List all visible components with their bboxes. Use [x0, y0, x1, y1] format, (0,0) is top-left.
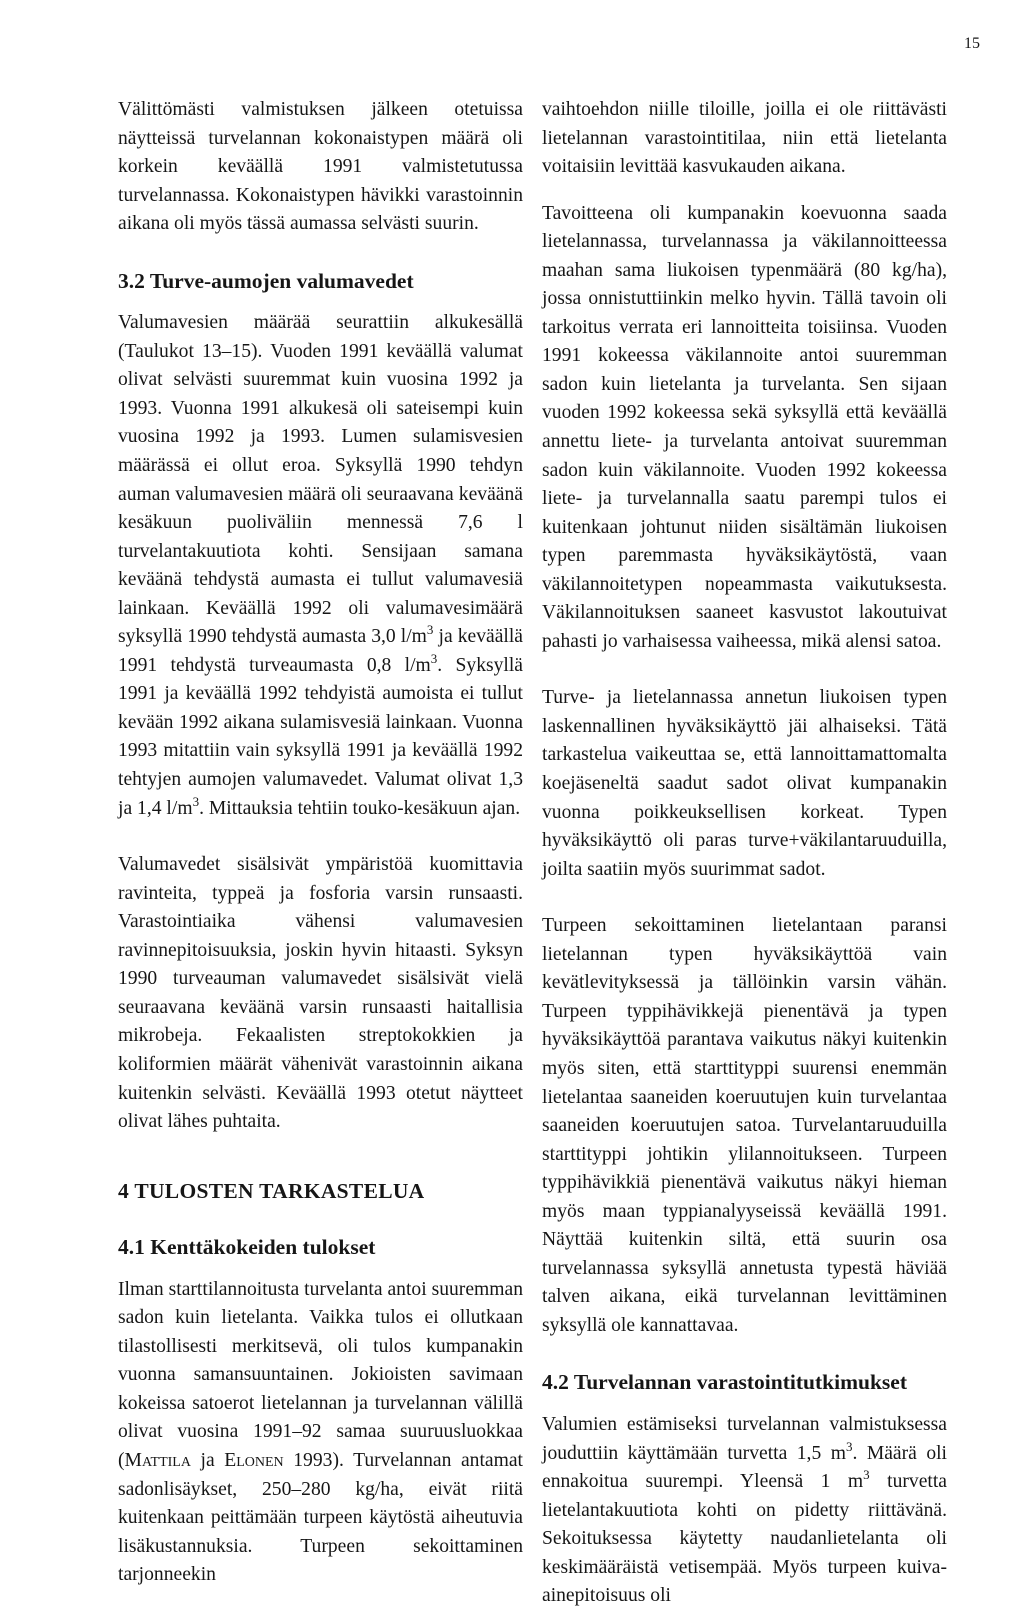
citation-author: Elonen — [224, 1449, 284, 1471]
runoff-text-c: . Syksyllä 1991 ja keväällä 1992 tehdyistä aumoista ei tullut kevään 1992 aikana sulamisvesiä lainkaan. Vuonna 1993 mitattiin vain syksyllä 1991 ja keväällä 1992 tehtyjen aumojen valumavedet. Valumat olivat 1,3 ja 1,4 l/m — [118, 654, 524, 819]
right-column — [542, 96, 947, 1611]
field-results-text-a: Ilman starttilannoitusta turvelanta antoi suuremman sadon kuin lietelanta. Vaikka tulos ei ollutkaan tilastollisesti merkitsevä, oli tulos kumpanakin vuonna samansuuntainen. Jokioisten savimaan kokeissa satoerot lietelannan ja turvelannan välillä olivat vuosina 1991–92 samaa suuruusluokkaa ( — [118, 1278, 523, 1471]
paragraph-peat-mixing: Turpeen sekoittaminen lietelantaan paransi lietelannan typen hyväksikäyttöä vain kevätlevityksessä ja tällöinkin varsin vähän. Turpeen typpihävikkejä pienentävä ja typen hyväksikäyttöä parantava vaikutus näkyi kuitenkin myös siten, että starttityppi suurensi enemmän lietelantaa saaneiden koeruutujen kuin turvelantaa saaneiden koeruutujen satoa. Turvelantaruuduilla starttityppi johtikin ylilannoitukseen. Turpeen typpihävikkiä pienentävä vaikutus näkyi hieman myös maan typpianalyyseissä keväällä 1991. Näyttää kuitenkin siltä, että suurin osa turvelannassa syksyllä annetusta typestä häviää talven aikana, eikä turvelannan levittäminen syksyllä ole kannattavaa. — [542, 915, 947, 1336]
heading-4-1: 4.1 Kenttäkokeiden tulokset — [118, 1235, 376, 1260]
superscript: 3 — [845, 1438, 853, 1454]
left-column — [118, 96, 523, 1590]
paragraph-fertilizer-comparison: Tavoitteena oli kumpanakin koevuonna saada lietelannassa, turvelannassa ja väkilannoitteessa maahan sama liukoisen typenmäärä (80 kg/ha), jossa onnistuttiinkin melko hyvin. Tällä tavoin oli tarkoitus verrata eri lannoitteita toisiinsa. Vuoden 1991 kokeessa väkilannoite antoi suuremman sadon kuin lietelanta ja turvelanta. Sen sijaan vuoden 1992 kokeessa sekä syksyllä että keväällä annettu liete- ja turvelanta antoivat suuremman sadon kuin väkilannoite. Vuoden 1992 kokeessa liete- ja turvelannalla saatu parempi tulos ei kuitenkaan johtunut niiden sisältämän liukoisen typen paremmasta hyväksikäytöstä, vaan väkilannoitetypen nopeammasta vaikutuksesta. Väkilannoituksen saaneet kasvustot lakoutuivat pahasti jo varhaisessa vaiheessa, mikä alensi satoa. — [542, 202, 947, 652]
paragraph-field-results — [118, 1276, 523, 1590]
superscript: 3 — [430, 650, 438, 666]
superscript: 3 — [863, 1467, 870, 1483]
heading-4: 4 TULOSTEN TARKASTELUA — [118, 1178, 425, 1203]
heading-4-2: 4.2 Turvelannan varastointitutkimukset — [542, 1370, 907, 1395]
runoff-text-a: Valumavesien määrää seurattiin alkukesällä (Taulukot 13–15). Vuoden 1991 keväällä valumat olivat selvästi suuremmat kuin vuosina 1992 ja 1993. Vuonna 1991 alkukesä oli sateisempi kuin vuosina 1992 ja 1993. Lumen sulamisvesien määrässä ei ollut eroa. Syksyllä 1990 tehdyn auman valumavesien määrä oli seuraavana keväänä kesäkuun puoliväliin mennessä 7,6 l turvelantakuutiota kohti. Sensijaan samana keväänä tehdystä aumasta ei tullut valumavesiä lainkaan. Keväällä 1992 oli valumavesimäärä syksyllä 1990 tehdystä aumasta 3,0 l/m — [118, 312, 523, 648]
citation-conjunction: ja — [190, 1449, 225, 1471]
storage-text-a: Valumien estämiseksi turvelannan valmistuksessa jouduttiin käyttämään turvetta 1,5 m — [542, 1413, 947, 1464]
storage-text-c: turvetta lietelantakuutiota kohti on pidetty riittävänä. Sekoituksessa käytetty naudanlietelanta oli keskimääräistä vetisempää. Myös turpeen kuiva-ainepitoisuus oli — [542, 1471, 947, 1607]
paragraph-storage-alternative: vaihtoehdon niille tiloille, joilla ei ole riittävästi lietelannan varastointitilaa, niin että lietelanta voitaisiin levittää kasvukauden aikana. — [542, 99, 947, 178]
superscript: 3 — [426, 622, 434, 638]
page-number: 15 — [964, 35, 980, 52]
runoff-text-d: . Mittauksia tehtiin touko-kesäkuun ajan. — [199, 797, 521, 819]
paragraph-runoff-volumes — [118, 309, 523, 823]
storage-text-b: . Määrä oli ennakoitua suurempi. Yleensä 1 m — [542, 1442, 947, 1493]
heading-3-2: 3.2 Turve-aumojen valumavedet — [118, 268, 414, 293]
field-results-text-b: 1993). Turvelannan antamat sadonlisäykset, 250–280 kg/ha, eivät riitä kuitenkaan peittämään turpeen käytöstä aiheutuvia lisäkustannuksia. Turpeen sekoittaminen tarjonneekin — [118, 1449, 524, 1586]
runoff-text-b: ja keväällä 1991 tehdystä turveaumasta 0,8 l/m — [118, 626, 523, 676]
paragraph-nitrogen-samples: Välittömästi valmistuksen jälkeen otetuissa näytteissä turvelannan kokonaistypen määrä oli korkein keväällä 1991 valmistetutussa turvelannassa. Kokonaistypen hävikki varastoinnin aikana oli myös tässä aumassa selvästi suurin. — [118, 99, 523, 235]
paragraph-storage-studies — [542, 1411, 947, 1611]
paragraph-nitrogen-utilization: Turve- ja lietelannassa annetun liukoisen typen laskennallinen hyväksikäyttö jäi alhaiseksi. Tätä tarkastelua vaikeuttaa se, että lannoittamattomalta koejäseneltä saadut sadot olivat kumpanakin vuonna poikkeuksellisen korkeat. Typen hyväksikäyttö oli paras turve+väkilantaruuduilla, joilta saatiin myös suurimmat sadot. — [542, 687, 947, 880]
citation-author: Mattila — [124, 1449, 191, 1471]
superscript: 3 — [192, 793, 200, 809]
paragraph-runoff-nutrients: Valumavedet sisälsivät ympäristöä kuomittavia ravinteita, typpeä ja fosforia varsin runsaasti. Varastointiaika vähensi valumavesien ravinnepitoisuuksia, joskin hyvin hitaasti. Syksyn 1990 turveauman valumavedet sisälsivät vielä seuraavana keväänä varsin runsaasti haitallisia mikrobeja. Fekaalisten streptokokkien ja koliformien määrät vähenivät varastoinnin aikana kuitenkin selvästi. Keväällä 1993 otetut näytteet olivat lähes puhtaita. — [118, 854, 523, 1133]
